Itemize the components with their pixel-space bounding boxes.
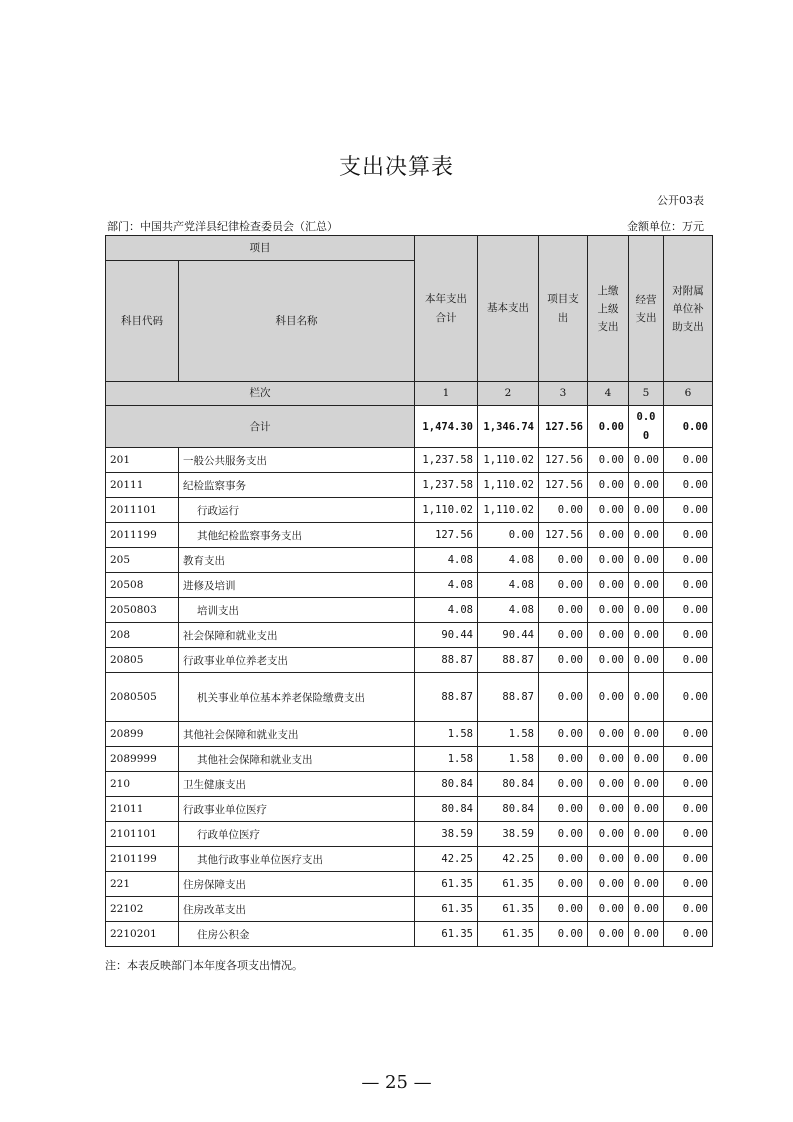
row-value: 0.00 (664, 722, 713, 747)
table-row (106, 523, 713, 548)
col-num: 1 (415, 382, 478, 406)
row-value: 0.00 (629, 797, 664, 822)
row-code: 221 (106, 872, 179, 897)
header-basic: 基本支出 (478, 236, 539, 382)
row-value: 0.00 (588, 623, 629, 648)
table-row (106, 623, 713, 648)
row-value: 0.00 (664, 523, 713, 548)
row-value: 0.00 (588, 648, 629, 673)
row-name: 行政事业单位养老支出 (179, 648, 415, 673)
row-value: 0.00 (664, 548, 713, 573)
row-value: 61.35 (478, 897, 539, 922)
row-value: 0.00 (588, 897, 629, 922)
row-value: 88.87 (478, 648, 539, 673)
row-value: 61.35 (415, 922, 478, 947)
row-value: 61.35 (415, 897, 478, 922)
table-row (106, 673, 713, 722)
row-value: 42.25 (415, 847, 478, 872)
row-value: 0.00 (664, 498, 713, 523)
row-code: 201 (106, 448, 179, 473)
row-value: 0.00 (629, 523, 664, 548)
row-value: 1,110.02 (478, 448, 539, 473)
total-value: 0.00 (664, 406, 713, 448)
row-value: 0.00 (588, 747, 629, 772)
table-row (106, 797, 713, 822)
row-name: 其他社会保障和就业支出 (179, 747, 415, 772)
row-value: 0.00 (478, 523, 539, 548)
row-value: 0.00 (629, 448, 664, 473)
row-value: 0.00 (588, 722, 629, 747)
col-num: 3 (539, 382, 588, 406)
row-value: 0.00 (664, 822, 713, 847)
row-value: 0.00 (588, 922, 629, 947)
total-value: 1,346.74 (478, 406, 539, 448)
row-code: 2101199 (106, 847, 179, 872)
row-value: 1.58 (415, 747, 478, 772)
row-value: 0.00 (629, 648, 664, 673)
row-value: 80.84 (478, 772, 539, 797)
table-row (106, 573, 713, 598)
row-value: 1,110.02 (478, 498, 539, 523)
row-value: 90.44 (415, 623, 478, 648)
row-code: 21011 (106, 797, 179, 822)
row-value: 0.00 (539, 847, 588, 872)
row-code: 2210201 (106, 922, 179, 947)
row-value: 0.00 (629, 498, 664, 523)
row-value: 0.00 (588, 448, 629, 473)
total-value: 0.0 0 (629, 406, 664, 448)
row-name: 一般公共服务支出 (179, 448, 415, 473)
total-label: 合计 (106, 406, 415, 448)
row-value: 0.00 (664, 448, 713, 473)
row-value: 0.00 (539, 623, 588, 648)
row-value: 0.00 (539, 498, 588, 523)
col-num: 6 (664, 382, 713, 406)
row-value: 80.84 (478, 797, 539, 822)
amount-unit: 金额单位：万元 (627, 220, 704, 233)
row-value: 0.00 (629, 598, 664, 623)
row-value: 0.00 (539, 872, 588, 897)
table-row (106, 648, 713, 673)
row-value: 0.00 (664, 897, 713, 922)
row-value: 0.00 (664, 797, 713, 822)
row-value: 0.00 (539, 747, 588, 772)
row-value: 0.00 (539, 673, 588, 722)
table-row (106, 548, 713, 573)
department-label: 部门：中国共产党洋县纪律检查委员会（汇总） (107, 220, 338, 233)
row-name: 行政运行 (179, 498, 415, 523)
row-value: 61.35 (478, 922, 539, 947)
row-value: 0.00 (588, 498, 629, 523)
row-name: 行政单位医疗 (179, 822, 415, 847)
table-row (106, 498, 713, 523)
row-value: 4.08 (478, 573, 539, 598)
row-code: 22102 (106, 897, 179, 922)
header-upper: 上缴上级支出 (588, 236, 629, 382)
row-name: 卫生健康支出 (179, 772, 415, 797)
row-value: 61.35 (478, 872, 539, 897)
row-code: 20805 (106, 648, 179, 673)
table-row (106, 473, 713, 498)
header-code: 科目代码 (106, 261, 179, 382)
row-code: 210 (106, 772, 179, 797)
row-value: 0.00 (664, 847, 713, 872)
row-value: 0.00 (664, 872, 713, 897)
row-code: 205 (106, 548, 179, 573)
column-index-row (106, 382, 713, 406)
row-value: 127.56 (539, 523, 588, 548)
row-value: 0.00 (629, 573, 664, 598)
row-value: 1.58 (478, 747, 539, 772)
row-value: 4.08 (478, 598, 539, 623)
row-value: 0.00 (664, 922, 713, 947)
row-value: 0.00 (664, 772, 713, 797)
row-code: 2080505 (106, 673, 179, 722)
row-value: 1.58 (478, 722, 539, 747)
row-name: 教育支出 (179, 548, 415, 573)
row-value: 0.00 (629, 897, 664, 922)
row-value: 1,237.58 (415, 448, 478, 473)
row-value: 0.00 (629, 922, 664, 947)
row-value: 42.25 (478, 847, 539, 872)
total-value: 1,474.30 (415, 406, 478, 448)
row-value: 4.08 (415, 548, 478, 573)
row-value: 90.44 (478, 623, 539, 648)
header-column-index: 栏次 (106, 382, 415, 406)
row-value: 0.00 (539, 922, 588, 947)
table-row (106, 747, 713, 772)
row-value: 0.00 (629, 548, 664, 573)
row-value: 0.00 (588, 847, 629, 872)
header-project: 项目 (106, 236, 415, 261)
row-value: 0.00 (588, 573, 629, 598)
row-name: 其他纪检监察事务支出 (179, 523, 415, 548)
row-name: 培训支出 (179, 598, 415, 623)
row-value: 0.00 (588, 673, 629, 722)
row-name: 机关事业单位基本养老保险缴费支出 (179, 673, 415, 722)
row-value: 1,110.02 (415, 498, 478, 523)
table-row (106, 722, 713, 747)
row-value: 4.08 (415, 573, 478, 598)
header-total: 本年支出合计 (415, 236, 478, 382)
total-value: 0.00 (588, 406, 629, 448)
row-value: 88.87 (478, 673, 539, 722)
row-value: 0.00 (629, 847, 664, 872)
row-value: 0.00 (664, 573, 713, 598)
expenditure-table (105, 235, 713, 947)
row-value: 0.00 (539, 797, 588, 822)
row-value: 0.00 (629, 772, 664, 797)
row-code: 2089999 (106, 747, 179, 772)
table-row (106, 847, 713, 872)
row-value: 1,110.02 (478, 473, 539, 498)
col-num: 4 (588, 382, 629, 406)
row-value: 1.58 (415, 722, 478, 747)
row-value: 0.00 (588, 548, 629, 573)
row-value: 4.08 (478, 548, 539, 573)
total-value: 127.56 (539, 406, 588, 448)
row-name: 社会保障和就业支出 (179, 623, 415, 648)
row-value: 0.00 (539, 772, 588, 797)
row-value: 0.00 (629, 473, 664, 498)
row-code: 2050803 (106, 598, 179, 623)
row-value: 0.00 (588, 872, 629, 897)
form-number: 公开03表 (657, 194, 704, 207)
col-num: 5 (629, 382, 664, 406)
row-code: 208 (106, 623, 179, 648)
row-value: 0.00 (629, 673, 664, 722)
row-name: 纪检监察事务 (179, 473, 415, 498)
table-row (106, 772, 713, 797)
row-value: 0.00 (588, 822, 629, 847)
table-row (106, 872, 713, 897)
row-value: 0.00 (588, 772, 629, 797)
row-value: 0.00 (539, 598, 588, 623)
row-value: 0.00 (664, 648, 713, 673)
row-code: 20111 (106, 473, 179, 498)
row-value: 0.00 (629, 872, 664, 897)
row-value: 0.00 (664, 623, 713, 648)
row-value: 0.00 (588, 797, 629, 822)
row-code: 20899 (106, 722, 179, 747)
row-value: 38.59 (478, 822, 539, 847)
row-value: 0.00 (539, 822, 588, 847)
row-value: 0.00 (588, 598, 629, 623)
row-value: 0.00 (664, 473, 713, 498)
row-value: 0.00 (629, 747, 664, 772)
row-value: 80.84 (415, 772, 478, 797)
header-project-exp: 项目支出 (539, 236, 588, 382)
row-value: 0.00 (664, 673, 713, 722)
row-value: 38.59 (415, 822, 478, 847)
row-name: 其他行政事业单位医疗支出 (179, 847, 415, 872)
row-value: 0.00 (629, 822, 664, 847)
row-value: 127.56 (539, 448, 588, 473)
row-value: 0.00 (539, 897, 588, 922)
row-name: 住房公积金 (179, 922, 415, 947)
row-code: 20508 (106, 573, 179, 598)
table-row (106, 897, 713, 922)
row-value: 127.56 (415, 523, 478, 548)
row-code: 2011199 (106, 523, 179, 548)
header-name: 科目名称 (179, 261, 415, 382)
row-value: 88.87 (415, 673, 478, 722)
table-row (106, 598, 713, 623)
row-value: 0.00 (629, 623, 664, 648)
col-num: 2 (478, 382, 539, 406)
row-code: 2011101 (106, 498, 179, 523)
table-row (106, 922, 713, 947)
table-note: 注：本表反映部门本年度各项支出情况。 (105, 959, 303, 972)
row-value: 0.00 (664, 598, 713, 623)
row-value: 1,237.58 (415, 473, 478, 498)
row-value: 0.00 (539, 573, 588, 598)
page-number: — 25 — (361, 1072, 432, 1093)
table-row (106, 822, 713, 847)
row-code: 2101101 (106, 822, 179, 847)
row-value: 0.00 (539, 722, 588, 747)
row-value: 127.56 (539, 473, 588, 498)
row-name: 行政事业单位医疗 (179, 797, 415, 822)
row-value: 88.87 (415, 648, 478, 673)
row-value: 0.00 (539, 548, 588, 573)
row-name: 其他社会保障和就业支出 (179, 722, 415, 747)
table-row (106, 448, 713, 473)
row-value: 4.08 (415, 598, 478, 623)
row-value: 0.00 (629, 722, 664, 747)
row-name: 住房保障支出 (179, 872, 415, 897)
header-business: 经营支出 (629, 236, 664, 382)
row-value: 61.35 (415, 872, 478, 897)
row-value: 0.00 (588, 473, 629, 498)
row-value: 0.00 (539, 648, 588, 673)
page-title: 支出决算表 (338, 155, 454, 180)
row-name: 进修及培训 (179, 573, 415, 598)
total-row (106, 406, 713, 448)
row-value: 0.00 (664, 747, 713, 772)
header-subsidiary: 对附属单位补助支出 (664, 236, 713, 382)
row-value: 80.84 (415, 797, 478, 822)
row-name: 住房改革支出 (179, 897, 415, 922)
row-value: 0.00 (588, 523, 629, 548)
